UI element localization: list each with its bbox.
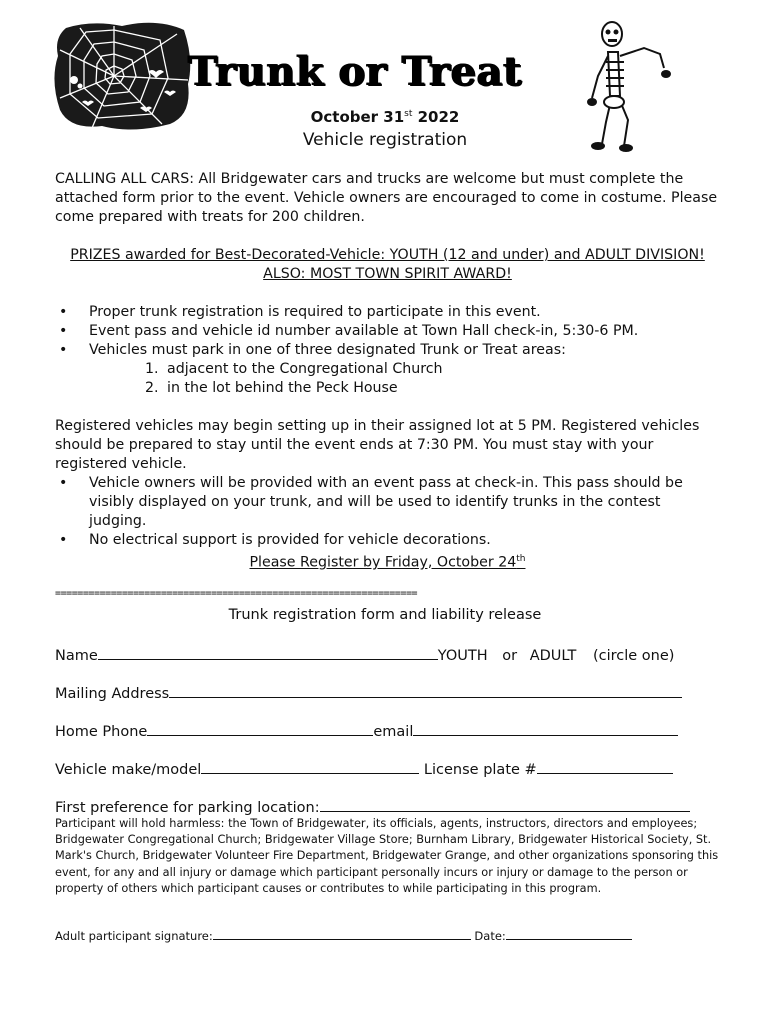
parking-label: First preference for parking location: [55,800,320,816]
list-item: • Event pass and vehicle id number available at Town Hall check-in, 5:30-6 PM. [55,322,720,341]
list-item: 2. in the lot behind the Peck House [145,380,398,396]
mailing-label: Mailing Address [55,686,170,702]
event-date: October 31st 2022 [310,108,460,126]
phone-label: Home Phone [55,724,148,740]
list-item: • Vehicle owners will be provided with an event pass at check-in. This pass should be visibly displayed on your trunk, and will be used to identify trunks in the contest judging. [55,474,720,531]
parking-row [55,797,690,816]
form-title: Trunk registration form and liability release [228,607,542,623]
list-item: 1. adjacent to the Congregational Church [145,361,443,377]
list-item: • Vehicles must park in one of three designated Trunk or Treat areas: [55,341,720,360]
page-subtitle: Vehicle registration [302,130,468,150]
mailing-row [55,683,682,702]
section-separator: ================================================================= [55,588,418,599]
intro-paragraph: CALLING ALL CARS: All Bridgewater cars and trucks are welcome but must complete the attached form prior to the event. Vehicle owners are encouraged to come in costume. Please come prepared with treats for 200 children. [55,171,718,225]
signature-row [55,929,632,943]
email-label: email [373,724,414,740]
name-field[interactable] [98,645,438,660]
registration-deadline: Please Register by Friday, October 24th [249,554,526,571]
rules-list [55,303,720,360]
circle-one-note: (circle one) [592,648,675,664]
vehicle-label: Vehicle make/model [55,762,202,778]
liability-release-text: Participant will hold harmless: the Town of Bridgewater, its officials, agents, instructors, directors and employees; Bridgewater Congregational Church; Bridgewater Village Store; Burnham Library, Bridgewater Historical Society, St. Mark's Church, Bridgewater Volunteer Fire Department, Bridgewater Grange, and other organizations sponsoring this event, for any and all injury or damage which participant personally incurs or injury or damage to the person or property of others which participant causes or contributes to while participating in this program. [55,817,719,895]
date-label: Date: [474,929,506,943]
mailing-address-field[interactable] [169,683,682,698]
signature-field[interactable] [213,929,471,940]
phone-row [55,721,678,740]
signature-label: Adult participant signature: [55,929,213,943]
vehicle-make-model-field[interactable] [201,759,419,774]
or-text: or [502,648,518,664]
list-item: • No electrical support is provided for vehicle decorations. [55,531,720,550]
list-item: • Proper trunk registration is required to participate in this event. [55,303,720,322]
event-pass-list [55,474,720,550]
adult-option[interactable]: ADULT [529,648,577,664]
email-field[interactable] [413,721,678,736]
name-row [55,645,674,664]
youth-option[interactable]: YOUTH [437,648,488,664]
vehicle-row [55,759,673,778]
prizes-line-2: ALSO: MOST TOWN SPIRIT AWARD! [263,266,512,282]
date-field[interactable] [506,929,632,940]
setup-paragraph: Registered vehicles may begin setting up in their assigned lot at 5 PM. Registered vehicles should be prepared to stay until the event ends at 7:30 PM. You must stay with your registered vehicle. [55,418,700,472]
parking-preference-field[interactable] [320,797,690,812]
license-plate-field[interactable] [537,759,673,774]
page-title: Trunk or Treat [188,48,523,95]
parking-areas-list [145,360,645,398]
home-phone-field[interactable] [147,721,373,736]
plate-label: License plate # [423,762,537,778]
prizes-line-1: PRIZES awarded for Best-Decorated-Vehicle: YOUTH (12 and under) and ADULT DIVISION! [70,247,705,263]
name-label: Name [55,648,98,664]
